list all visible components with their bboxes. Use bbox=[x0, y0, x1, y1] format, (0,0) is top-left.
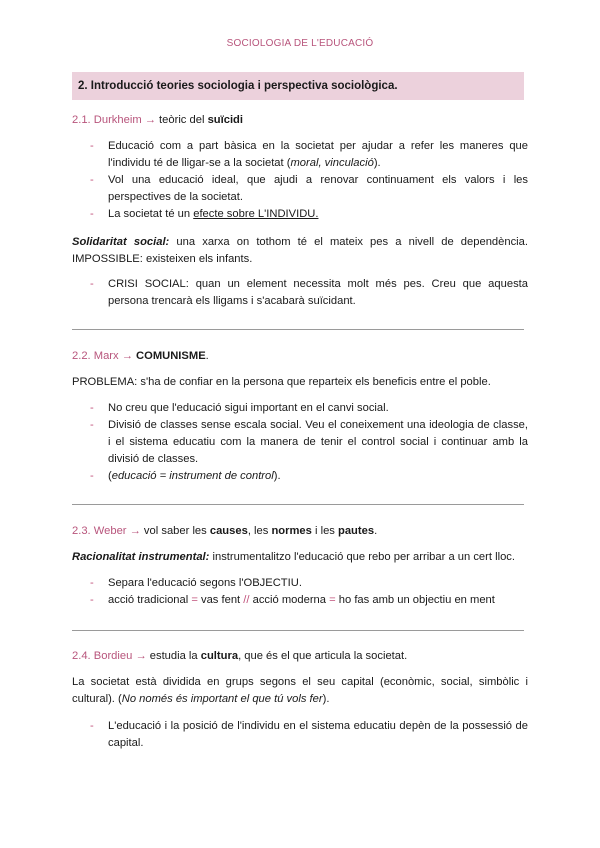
section-title: 2. Introducció teories sociologia i perspectiva sociològica. bbox=[72, 72, 524, 100]
durkheim-number: 2.1. Durkheim bbox=[72, 114, 142, 126]
bordieu-heading: 2.4. Bordieu → estudia la cultura, que és el que articula la societat. bbox=[72, 650, 408, 662]
list-item: - Divisió de classes sense escala social. Veu el coneixement una ideologia de classe, i el sistema educatiu com la manera de tenir el control social i continuar amb la divisió de classes. bbox=[90, 419, 528, 465]
document-header: SOCIOLOGIA DE L'EDUCACIÓ bbox=[226, 38, 374, 49]
dash-icon: - bbox=[90, 140, 94, 152]
weber-number: 2.3. Weber bbox=[72, 525, 127, 537]
weber-heading: 2.3. Weber → vol saber les causes, les normes i les pautes. bbox=[72, 525, 378, 537]
list-item: - acció tradicional = vas fent // acció moderna = ho fas amb un objectiu en ment bbox=[90, 592, 528, 609]
list-item: - Educació com a part bàsica en la societat per ajudar a refer les maneres que l'individu té de lligar-se a la societat (moral, vinculació). bbox=[90, 140, 528, 169]
dash-icon: - bbox=[90, 577, 94, 589]
list-item: - (educació = instrument de control). bbox=[90, 468, 528, 485]
list-item: - La societat té un efecte sobre L'INDIVIDU. bbox=[90, 206, 528, 223]
divider bbox=[72, 504, 524, 505]
bordieu-number: 2.4. Bordieu bbox=[72, 650, 133, 662]
solidaritat-paragraph: Solidaritat social: una xarxa on tothom té el mateix pes a nivell de dependència. IMPOSSIBLE: existeixen els infants. bbox=[72, 236, 528, 265]
list-item: - Vol una educació ideal, que ajudi a renovar continuament els valors i les perspectives de la societat. bbox=[90, 174, 528, 203]
dash-icon: - bbox=[90, 720, 94, 732]
list-item: - Separa l'educació segons l'OBJECTIU. bbox=[90, 575, 528, 592]
arrow-icon: → bbox=[121, 350, 133, 362]
problema-paragraph: PROBLEMA: s'ha de confiar en la persona que reparteix els beneficis entre el poble. bbox=[72, 376, 491, 388]
dash-icon: - bbox=[90, 402, 94, 414]
racionalitat-paragraph: Racionalitat instrumental: instrumentalitzo l'educació que rebo per arribar a un cert lloc. bbox=[72, 551, 515, 563]
dash-icon: - bbox=[90, 470, 94, 482]
dash-icon: - bbox=[90, 278, 94, 290]
marx-heading: 2.2. Marx → COMUNISME. bbox=[72, 350, 209, 362]
dash-icon: - bbox=[90, 174, 94, 186]
dash-icon: - bbox=[90, 419, 94, 431]
arrow-icon: → bbox=[129, 525, 141, 537]
arrow-icon: → bbox=[135, 650, 147, 662]
divider bbox=[72, 630, 524, 631]
arrow-icon: → bbox=[144, 114, 156, 126]
dash-icon: - bbox=[90, 208, 94, 220]
list-item: - L'educació i la posició de l'individu en el sistema educatiu depèn de la possessió de capital. bbox=[90, 720, 528, 749]
divider bbox=[72, 329, 524, 330]
marx-number: 2.2. Marx bbox=[72, 350, 119, 362]
durkheim-heading: 2.1. Durkheim → teòric del suïcidi bbox=[72, 114, 243, 126]
list-item: - No creu que l'educació sigui important en el canvi social. bbox=[90, 400, 528, 417]
bordieu-paragraph: La societat està dividida en grups segons el seu capital (econòmic, social, simbòlic i cultural). (No només és important el que tú vols fer). bbox=[72, 676, 528, 705]
list-item: - CRISI SOCIAL: quan un element necessita molt més pes. Creu que aquesta persona trencarà els lligams i s'acabarà suïcidant. bbox=[90, 278, 528, 307]
dash-icon: - bbox=[90, 594, 94, 606]
